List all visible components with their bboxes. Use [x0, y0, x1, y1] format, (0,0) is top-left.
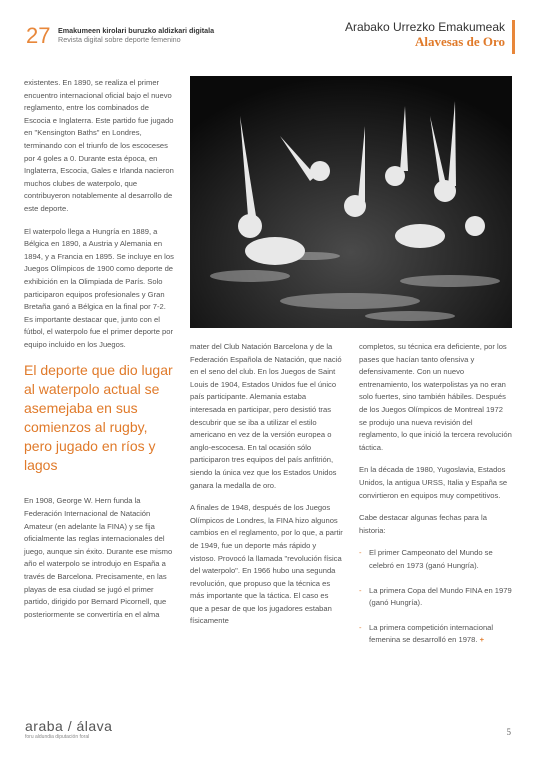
- list-item: [359, 622, 512, 647]
- header-accent-bar: [512, 20, 515, 54]
- paragraph: El waterpolo llega a Hungría en 1889, a Bélgica en 1890, a Austria y Alemania en 1894, y a Francia en 1895. Se incluye en los Juegos Olímpicos de 1900 como deporte de exhibición en la Olimpiada de París. Solo participaron equipos profesionales y Gran Bretaña ganó a Bélgica en la final por 7-2. Es importante destacar que, junto con el fútbol, el waterpolo fue el primer deporte por equipo incluido en los Juegos.: [24, 226, 174, 349]
- logo-subtext: foru aldundia diputación foral: [25, 734, 90, 740]
- dates-list: [359, 547, 512, 647]
- magazine-line-basque: Emakumeen kirolari buruzko aldizkari digitala: [58, 26, 215, 35]
- paragraph: En la década de 1980, Yugoslavia, Estados Unidos, la antigua URSS, Italia y España se convirtieron en equipos muy competitivos.: [359, 465, 508, 500]
- issue-number: 27: [26, 23, 51, 48]
- magazine-line-spanish: Revista digital sobre deporte femenino: [58, 35, 181, 44]
- page-number: 5: [506, 727, 511, 737]
- photo-illustration: [190, 76, 512, 328]
- list-item: - La primera Copa del Mundo FINA en 1979 (ganó Hungría).: [359, 585, 512, 610]
- paragraph: completos, su técnica era deficiente, por los pases que hacían tanto ofensiva y defensivamente. Con un nuevo entrenamiento, los waterpolistas ya no eran solo fuertes, sino también hábiles. Después de los Juegos Olímpicos de Montreal 1972 se produjo una nueva revisión del reglamento, lo que inició la tercera revolución táctica.: [359, 342, 512, 452]
- section-title-spanish: Alavesas de Oro: [414, 34, 505, 49]
- section-title-basque: Arabako Urrezko Emakumeak: [344, 20, 505, 34]
- araba-alava-logo: [25, 718, 112, 740]
- text-column-1: [24, 77, 176, 631]
- magazine-subtitle: [58, 26, 214, 44]
- waterpolo-photo: [190, 76, 512, 328]
- logo-text: araba / álava: [25, 718, 113, 734]
- text-column-3: [359, 341, 512, 659]
- list-item-text: La primera competición internacional femenina se desarrolló en 1978.: [369, 622, 494, 645]
- paragraph: mater del Club Natación Barcelona y de la Federación Española de Natación, que nació en el seno del club. En los Juegos de Saint Louis de 1904, Estados Unidos fue el único país participante. Alemania estaba interesada en participar, pero desistió tras descubrir que se iba a utilizar el estilo americano en vez de la versión europea o anglo-escocesa. En tal ocasión sólo participaron tres equipos del país anfitrión, siendo la única vez que los Estados Unidos ganara la medalla de oro.: [190, 342, 342, 490]
- paragraph: Cabe destacar algunas fechas para la historia:: [359, 513, 487, 535]
- paragraph: En 1908, George W. Hern funda la Federación Internacional de Natación Amateur (en adelante la FINA) y se fija oficialmente las reglas internacionales del juego, aunque sin éxito. Durante ese mismo año el waterpolo se introdujo en España a través de Barcelona. Precisamente, en las playas de esa ciudad se jugó el primer partido, dirigido por Bernard Picornell, que posteriormente se convertiría en el alma: [24, 496, 173, 619]
- text-column-2: [190, 341, 343, 638]
- list-item: - El primer Campeonato del Mundo se celebró en 1973 (ganó Hungría).: [359, 547, 512, 572]
- paragraph: existentes. En 1890, se realiza el primer encuentro internacional oficial bajo el nuevo reglamento, entre los combinados de Escocia e Inglaterra. Este partido fue jugado en "Kensington Baths" en Londres, terminando con el triunfo de los escoceses por 4 goles a 0. Durante esta época, en Inglaterra, Escocia, Gales e Irlanda nacieron muchos clubes de waterpolo, que contribuyeron notablemente al desarrollo de este deporte.: [24, 78, 174, 213]
- pull-quote: El deporte que dio lugar al waterpolo actual se asemejaba en sus comienzos al rugby, pero jugado en ríos y lagos: [24, 362, 173, 474]
- paragraph: A finales de 1948, después de los Juegos Olímpicos de Londres, la FINA hizo algunos cambios en el reglamento, por lo que, a partir de 1949, fue un deporte más rápido y vistoso. Provocó la llamada "revolución física del waterpolo". En 1966 hubo una segunda revolución, que propuso que la técnica es más importante que la táctica. El caso es que a pesar de que los jugadores estaban físicamente: [190, 503, 343, 626]
- section-title: [345, 20, 505, 50]
- end-mark-icon: +: [479, 635, 485, 645]
